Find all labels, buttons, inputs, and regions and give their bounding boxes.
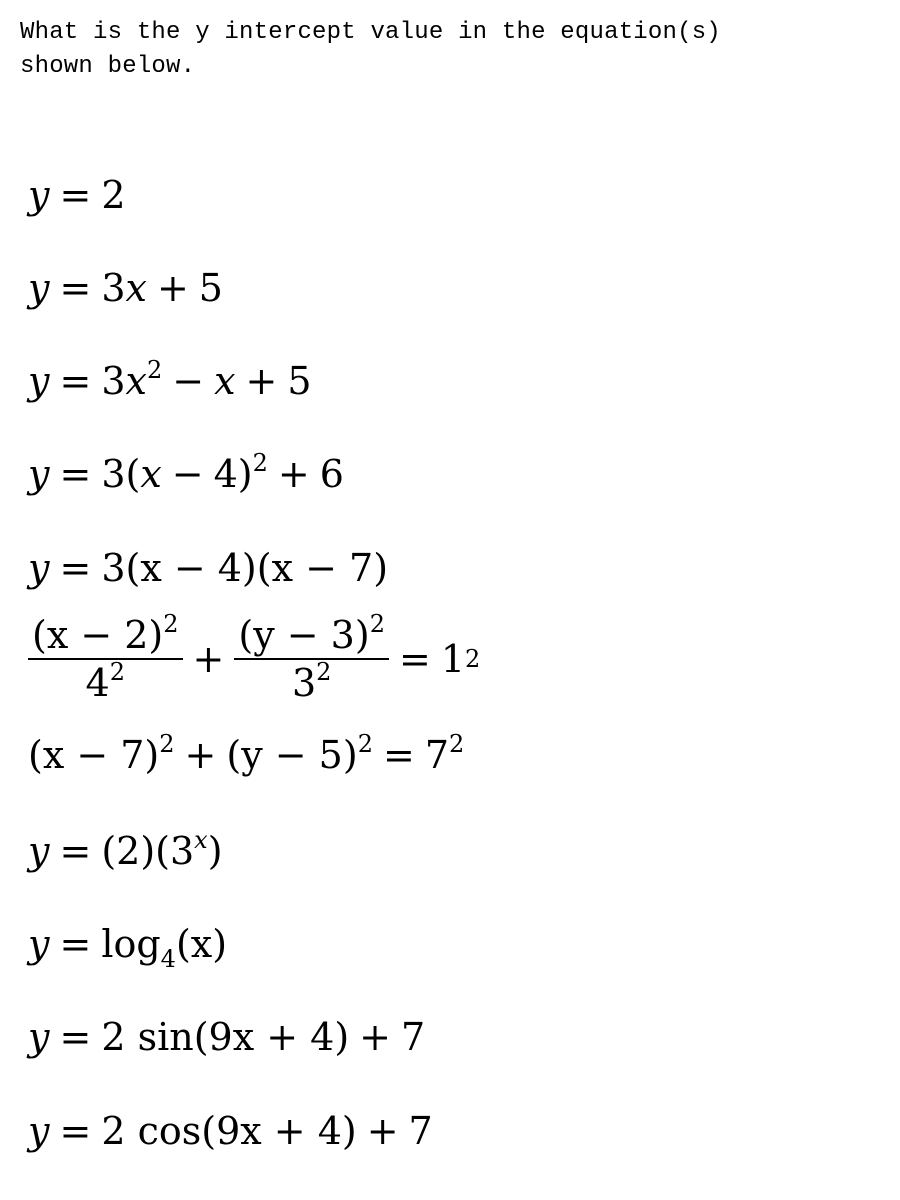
eq1-lhs: y — [28, 173, 50, 217]
eq4-exp: 2 — [252, 449, 268, 477]
eq11-amp: 2 — [101, 1109, 126, 1153]
eq4-plus: + — [277, 452, 310, 496]
eq7-term-1: (x − 7) — [28, 733, 160, 777]
eq9-lhs: y — [28, 922, 50, 966]
equation-4: $y = 3(x - 4)^2 + 6$ — [28, 449, 344, 496]
eq6-fraction-1 — [28, 610, 183, 705]
eq4-coef: 3 — [101, 452, 126, 496]
question-line-1: What is the y intercept value in the equation(s) — [20, 19, 721, 46]
equation-5: y = 3(x − 4)(x − 7) — [28, 546, 389, 590]
eq11-plus: + — [366, 1109, 399, 1153]
eq4-const: 6 — [319, 452, 344, 496]
eq7-rhs-exp: 2 — [449, 730, 465, 758]
eq6-num1-exp: 2 — [163, 610, 179, 638]
eq9-base: 4 — [160, 945, 176, 973]
eq5-lhs: y — [28, 546, 50, 590]
eq6-den2: 3 — [291, 661, 317, 705]
eq8-exp: x — [194, 826, 208, 854]
equation-10: y = 2 sin(9x + 4) + 7 — [28, 1015, 426, 1059]
eq10-plus: + — [359, 1015, 392, 1059]
eq6-den2-exp: 2 — [316, 658, 332, 686]
eq10-fn: sin — [137, 1015, 194, 1059]
eq3-lhs: y — [28, 359, 50, 403]
eq5-coef: 3 — [101, 546, 126, 590]
eq6-rhs: 1 — [440, 637, 465, 681]
eq4-minus: − — [171, 452, 204, 496]
eq7-rhs: 7 — [424, 733, 449, 777]
eq4-open: ( — [125, 452, 141, 496]
eq3-plus: + — [245, 359, 278, 403]
equation-11: y = 2 cos(9x + 4) + 7 — [28, 1109, 433, 1153]
eq4-lhs: y — [28, 452, 50, 496]
eq1-rhs: 2 — [101, 173, 126, 217]
eq11-arg: (9x + 4) — [201, 1109, 357, 1153]
eq3-x: x — [125, 359, 147, 403]
eq10-arg: (9x + 4) — [193, 1015, 350, 1059]
eq6-num1: (x − 2) — [32, 613, 164, 657]
eq10-const: 7 — [401, 1015, 426, 1059]
eq3-minus: − — [172, 359, 205, 403]
eq11-fn: cos — [137, 1109, 202, 1153]
question-prompt — [20, 16, 880, 84]
eq3-x2: x — [214, 359, 236, 403]
eq3-exp: 2 — [146, 356, 163, 384]
eq7-term-2-exp: 2 — [357, 730, 373, 758]
eq8-base: (2)(3 — [101, 829, 195, 873]
eq10-lhs: y — [28, 1015, 50, 1059]
equation-1: y = 2 — [28, 173, 126, 217]
eq2-plus: + — [156, 266, 189, 310]
eq4-h: 4 — [213, 452, 238, 496]
equation-9: $y = \log_4(x)$ — [28, 922, 228, 973]
eq3-coef: 3 — [101, 359, 126, 403]
eq5-factor-2: (x − 7) — [256, 546, 389, 590]
eq6-den1-exp: 2 — [109, 658, 125, 686]
equation-8: $y = (2)(3^x)$ — [28, 826, 223, 873]
eq11-lhs: y — [28, 1109, 50, 1153]
eq7-term-1-exp: 2 — [159, 730, 175, 758]
eq5-factor-1: (x − 4) — [125, 546, 257, 590]
eq8-close: ) — [207, 829, 223, 873]
eq6-plus: + — [192, 637, 225, 681]
eq9-fn: log — [101, 922, 161, 966]
eq4-x: x — [140, 452, 162, 496]
eq6-num2-exp: 2 — [369, 610, 385, 638]
eq6-den1: 4 — [85, 661, 110, 705]
eq9-arg: (x) — [175, 922, 228, 966]
eq2-const: 5 — [198, 266, 223, 310]
eq7-term-2: (y − 5) — [226, 733, 358, 777]
eq11-const: 7 — [408, 1109, 433, 1153]
eq4-close: ) — [237, 452, 253, 496]
equation-6: $\frac{(x - 2)^2}{4^2}$ + $\frac{(y - 3)^2}{3^2}$ = 1 2 — [28, 616, 480, 702]
eq2-coef: 3 — [101, 266, 126, 310]
eq3-const: 5 — [287, 359, 312, 403]
eq6-num2: (y − 3) — [238, 613, 370, 657]
equation-7: $(x - 7)^2 + (y - 5)^2 = 7^2$ — [28, 730, 465, 777]
equation-2: y = 3x + 5 — [28, 266, 223, 310]
eq10-amp: 2 — [101, 1015, 126, 1059]
eq7-plus: + — [184, 733, 217, 777]
eq2-x: x — [125, 266, 147, 310]
equation-3: $y = 3x^2 - x + 5$ — [28, 356, 312, 403]
eq8-lhs: y — [28, 829, 50, 873]
eq6-fraction-2 — [234, 610, 389, 705]
question-line-2: shown below. — [20, 53, 196, 80]
eq2-lhs: y — [28, 266, 50, 310]
